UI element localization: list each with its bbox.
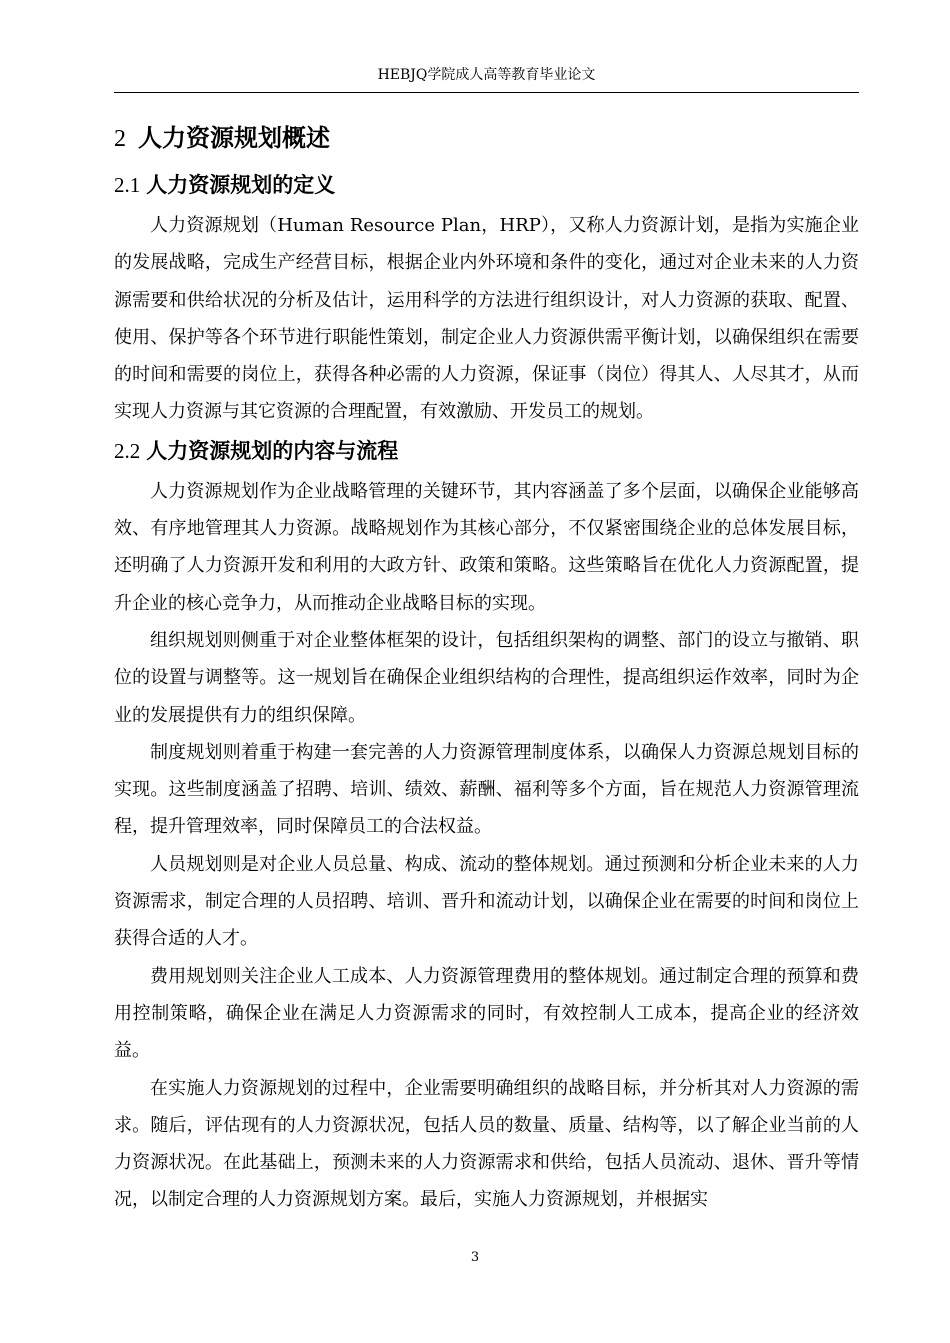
section-heading (114, 165, 859, 205)
section-number: 2.2 (114, 438, 141, 463)
paragraph: 费用规划则关注企业人工成本、人力资源管理费用的整体规划。通过制定合理的预算和费用控制策略，确保企业在满足人力资源需求的同时，有效控制人工成本，提高企业的经济效益。 (114, 965, 859, 1062)
page-content (114, 116, 859, 1219)
paragraph: 在实施人力资源规划的过程中，企业需要明确组织的战略目标，并分析其对人力资源的需求。随后，评估现有的人力资源状况，包括人员的数量、质量、结构等，以了解企业当前的人力资源状况。在此基础上，预测未来的人力资源需求和供给，包括人员流动、退休、晋升等情况，以制定合理的人力资源规划方案。最后，实施人力资源规划，并根据实 (114, 1077, 859, 1211)
paragraph: 组织规划则侧重于对企业整体框架的设计，包括组织架构的调整、部门的设立与撤销、职位的设置与调整等。这一规划旨在确保企业组织结构的合理性，提高组织运作效率，同时为企业的发展提供有力的组织保障。 (114, 629, 859, 726)
section-heading (114, 431, 859, 471)
section-number: 2.1 (114, 173, 141, 197)
chapter-number: 2 (114, 126, 126, 152)
section-title: 人力资源规划的内容与流程 (146, 437, 399, 463)
page-number: 3 (470, 1250, 480, 1265)
paragraph: 人员规划则是对企业人员总量、构成、流动的整体规划。通过预测和分析企业未来的人力资源需求，制定合理的人员招聘、培训、晋升和流动计划，以确保企业在需要的时间和岗位上获得合适的人才。 (114, 853, 859, 950)
chapter-heading (114, 116, 859, 161)
running-header: HEBJQ学院成人高等教育毕业论文 (377, 67, 596, 83)
chapter-title: 人力资源规划概述 (138, 123, 330, 152)
section-title: 人力资源规划的定义 (146, 172, 336, 197)
paragraph: 制度规划则着重于构建一套完善的人力资源管理制度体系，以确保人力资源总规划目标的实现。这些制度涵盖了招聘、培训、绩效、薪酬、福利等多个方面，旨在规范人力资源管理流程，提升管理效率，同时保障员工的合法权益。 (114, 741, 859, 838)
paragraph: 人力资源规划（Human Resource Plan，HRP），又称人力资源计划，是指为实施企业的发展战略，完成生产经营目标，根据企业内外环境和条件的变化，通过对企业未来的人力资源需要和供给状况的分析及估计，运用科学的方法进行组织设计，对人力资源的获取、配置、使用、保护等各个环节进行职能性策划，制定企业人力资源供需平衡计划，以确保组织在需要的时间和需要的岗位上，获得各种必需的人力资源，保证事（岗位）得其人、人尽其才，从而实现人力资源与其它资源的合理配置，有效激励、开发员工的规划。 (114, 215, 859, 423)
paragraph: 人力资源规划作为企业战略管理的关键环节，其内容涵盖了多个层面，以确保企业能够高效、有序地管理其人力资源。战略规划作为其核心部分，不仅紧密围绕企业的总体发展目标，还明确了人力资源开发和利用的大政方针、政策和策略。这些策略旨在优化人力资源配置，提升企业的核心竞争力，从而推动企业战略目标的实现。 (114, 480, 859, 614)
header-divider (114, 92, 859, 93)
